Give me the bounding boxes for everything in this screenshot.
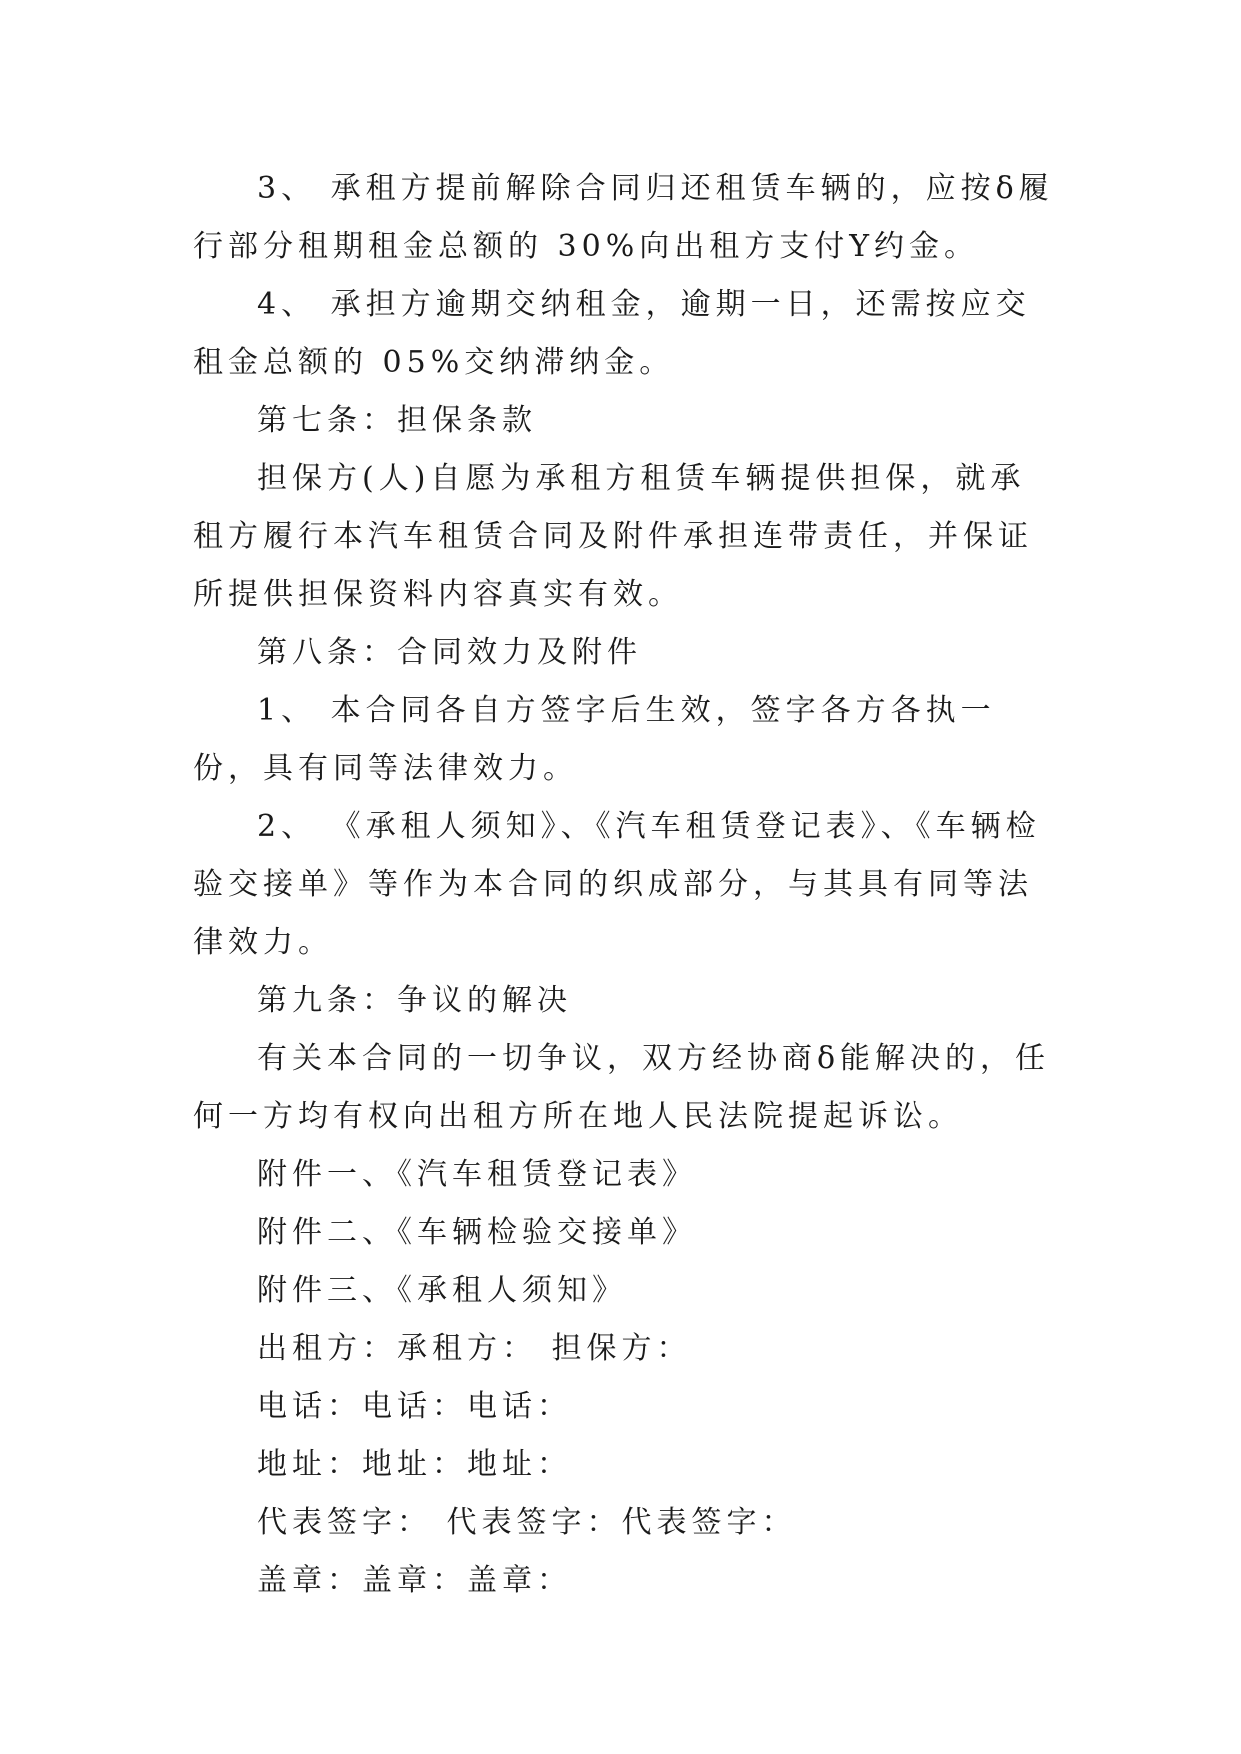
signature-representative: 代表签字： 代表签字：代表签字：: [257, 1505, 797, 1540]
signature-seal: 盖章：盖章：盖章：: [257, 1563, 572, 1598]
document-page: [193, 160, 1058, 1610]
clause8-heading: 第八条：合同效力及附件: [257, 635, 642, 670]
signature-address: 地址：地址：地址：: [257, 1447, 572, 1482]
attachment-3: 附件三、《承租人须知》: [257, 1273, 627, 1308]
signature-phone: 电话：电话：电话：: [257, 1389, 572, 1424]
clause7-body: 担保方(人)自愿为承租方租赁车辆提供担保，就承租方履行本汽车租赁合同及附件承担连带责任，并保证所提供担保资料内容真实有效。: [193, 461, 1033, 612]
clause8-item2: 2、 《承租人须知》、《汽车租赁登记表》、《车辆检验交接单》等作为本合同的织成部分，与其具有同等法律效力。: [193, 809, 1041, 960]
clause7-heading: 第七条：担保条款: [257, 403, 537, 438]
clause9-heading: 第九条：争议的解决: [257, 983, 572, 1018]
clause9-body: 有关本合同的一切争议，双方经协商δ能解决的，任何一方均有权向出租方所在地人民法院提起诉讼。: [193, 1041, 1051, 1134]
clause8-item1: 1、 本合同各自方签字后生效，签字各方各执一份，具有同等法律效力。: [193, 693, 996, 786]
signature-parties: 出租方：承租方： 担保方：: [257, 1331, 692, 1366]
clause6-item4: 4、 承担方逾期交纳租金，逾期一日，还需按应交租金总额的 05%交纳滞纳金。: [193, 287, 1031, 380]
attachment-2: 附件二、《车辆检验交接单》: [257, 1215, 697, 1250]
clause6-item3: 3、 承租方提前解除合同归还租赁车辆的，应按δ履行部分租期租金总额的 30%向出租方支付Y约金。: [193, 171, 1054, 264]
attachment-1: 附件一、《汽车租赁登记表》: [257, 1157, 697, 1192]
